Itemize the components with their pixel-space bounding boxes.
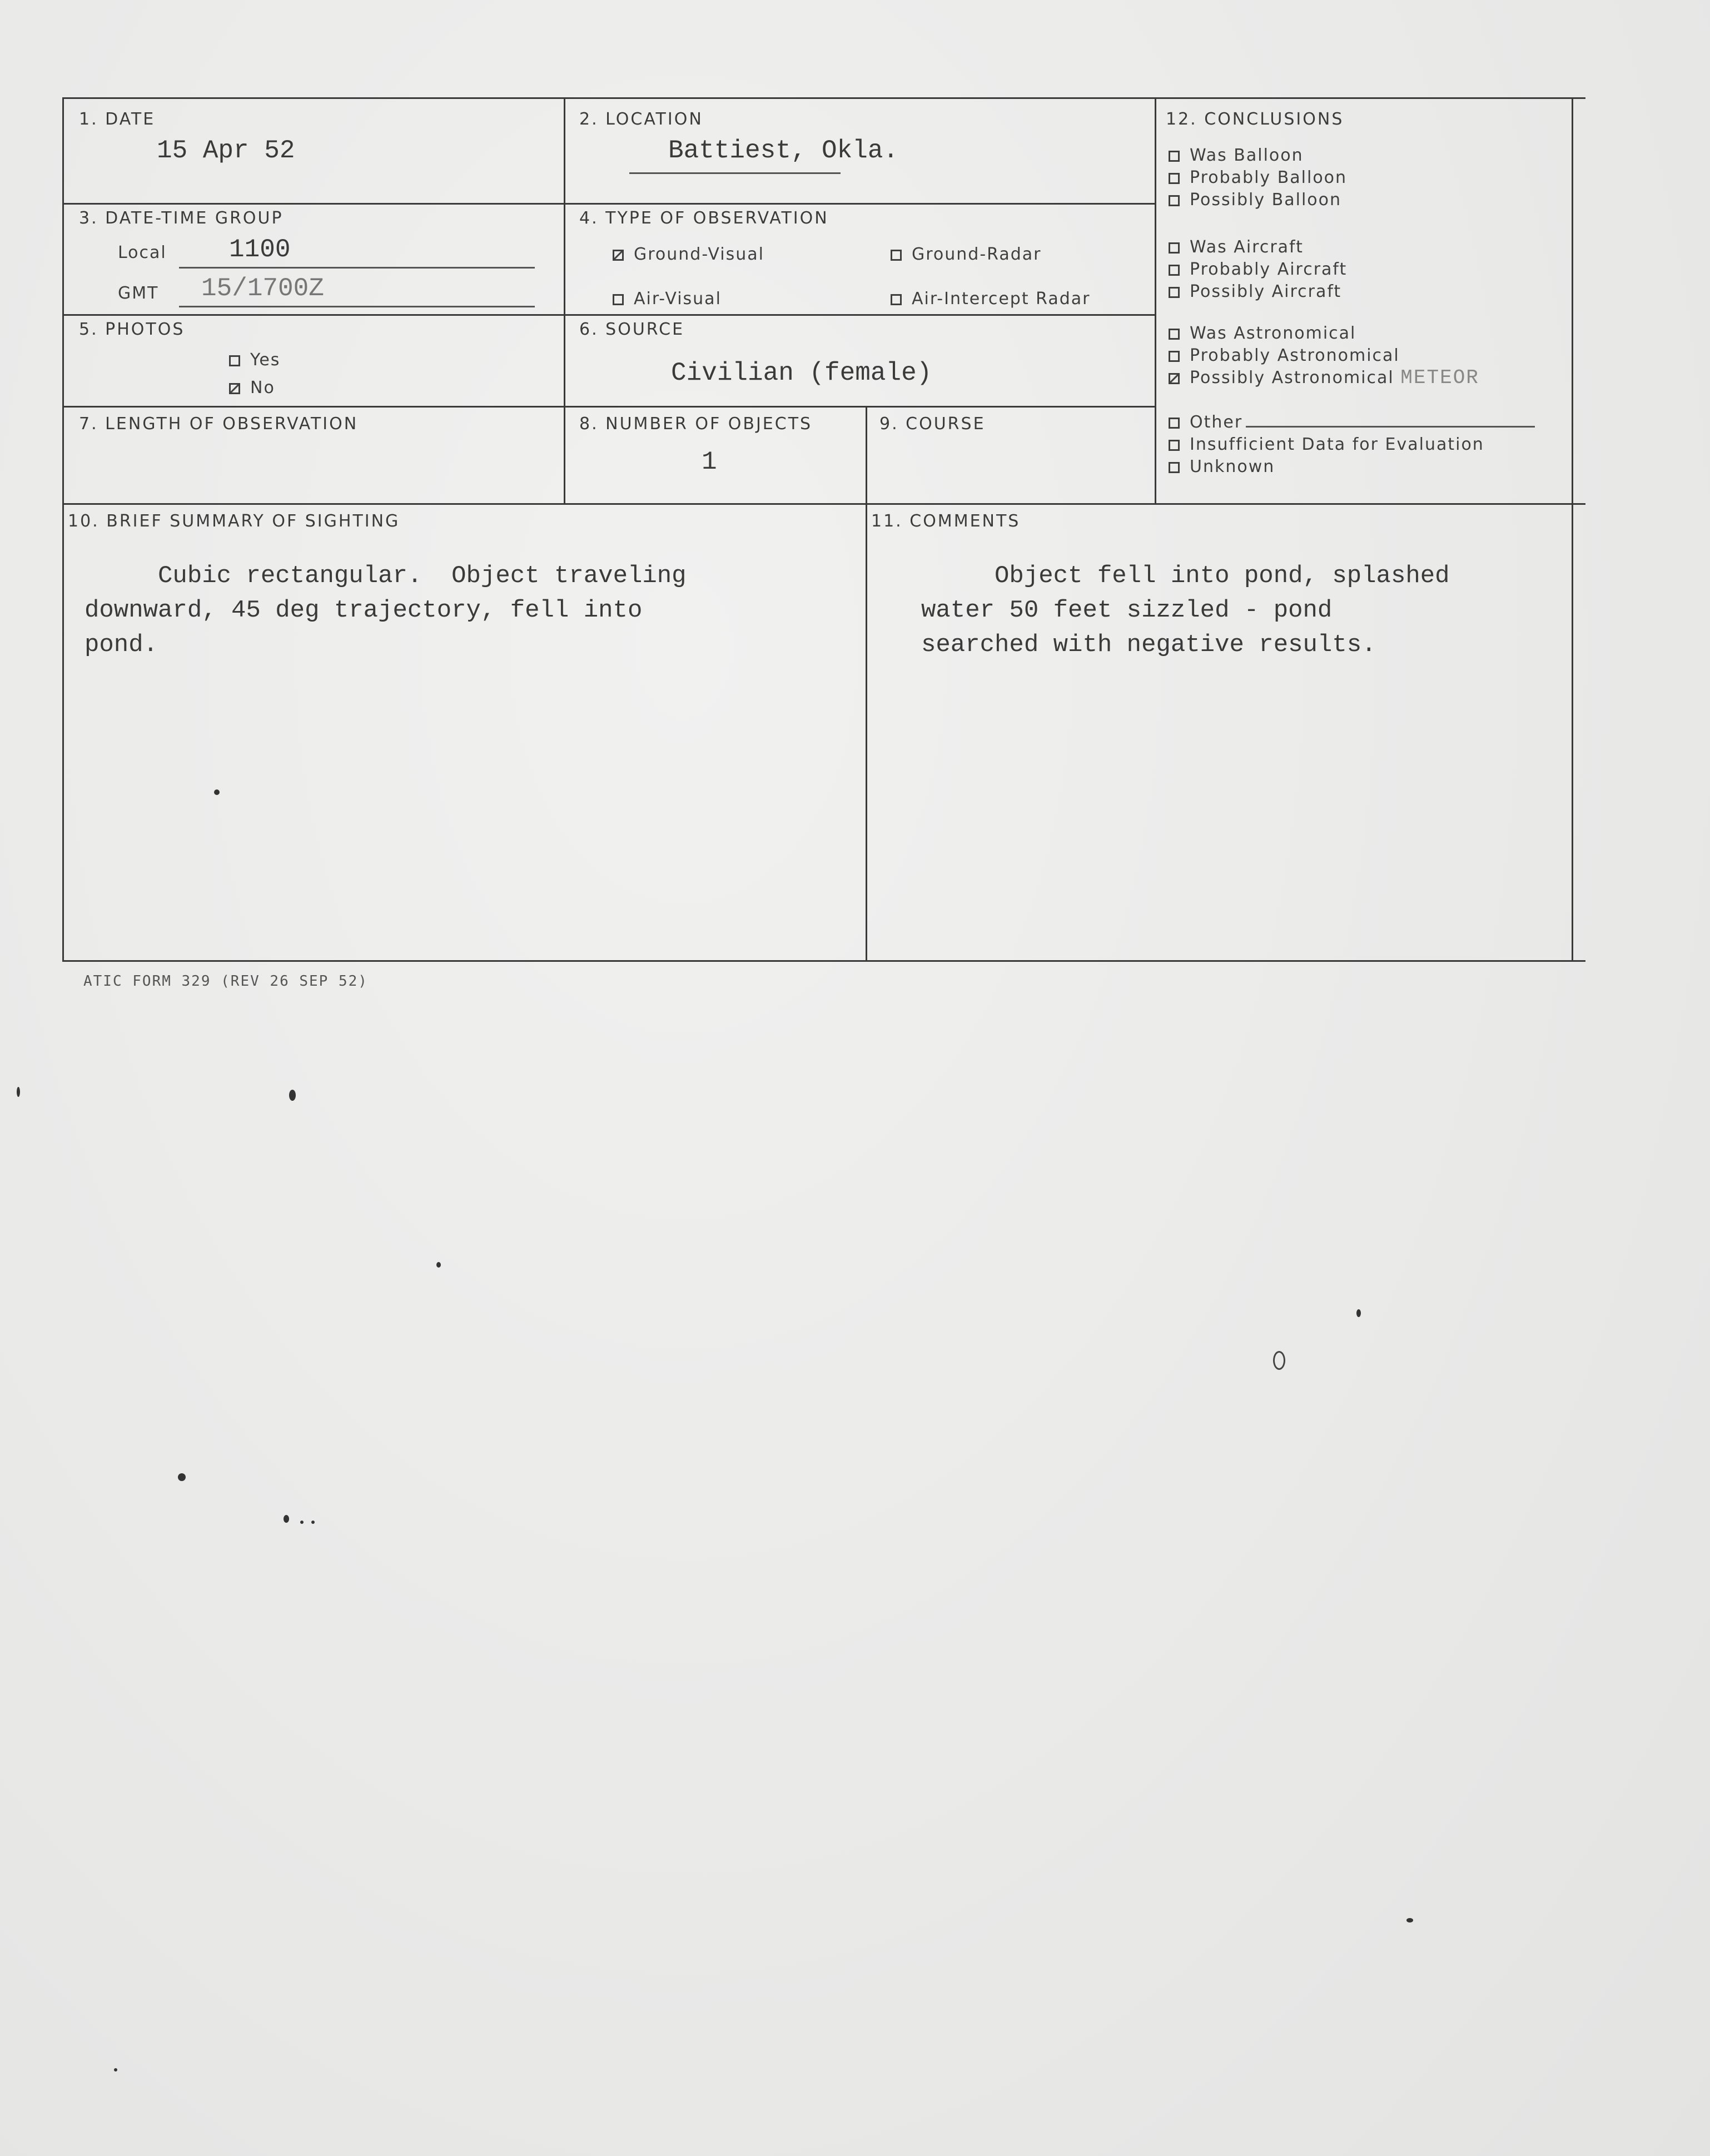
- other-line: [1246, 426, 1535, 428]
- scan-speck: [178, 1473, 186, 1481]
- checkbox-icon: [1169, 242, 1180, 254]
- dtg-local-label: Local: [118, 243, 167, 262]
- scan-speck: [289, 1090, 296, 1101]
- col-divider-8-9: [866, 406, 867, 503]
- conclusion-insufficient-data: Insufficient Data for Evaluation: [1169, 434, 1535, 456]
- date-value: 15 Apr 52: [157, 136, 295, 165]
- dtg-gmt-value: 15/1700Z: [201, 274, 324, 303]
- dtg-label: 3. DATE-TIME GROUP: [79, 208, 284, 228]
- checkbox-icon: [229, 383, 240, 394]
- summary-label: 10. BRIEF SUMMARY OF SIGHTING: [68, 511, 400, 531]
- source-label: 6. SOURCE: [579, 320, 685, 339]
- checkbox-icon: [1169, 351, 1180, 362]
- atic-form: [62, 97, 1585, 962]
- scan-speck: [214, 789, 220, 795]
- checkbox-icon: [1169, 151, 1180, 162]
- row-divider-4: [62, 503, 1585, 505]
- location-label: 2. LOCATION: [579, 110, 703, 129]
- conclusions-label: 12. CONCLUSIONS: [1166, 110, 1344, 129]
- conclusions-group-astronomical: [1169, 322, 1479, 389]
- form-bottom-border: [62, 960, 1585, 962]
- conclusion-possibly-aircraft: Possibly Aircraft: [1169, 281, 1347, 303]
- obs-option-air-visual: Air-Visual: [613, 289, 722, 309]
- checkbox-icon: [229, 355, 240, 366]
- conclusion-note: METEOR: [1400, 366, 1479, 389]
- photos-option-no: No: [229, 378, 275, 398]
- scan-speck: [1356, 1309, 1361, 1317]
- dtg-local-line: [179, 267, 535, 269]
- checkbox-icon: [1169, 462, 1180, 473]
- scan-speck: [284, 1515, 289, 1523]
- number-of-objects-label: 8. NUMBER OF OBJECTS: [579, 414, 813, 434]
- checkbox-icon: [1169, 418, 1180, 429]
- conclusion-probably-aircraft: Probably Aircraft: [1169, 259, 1347, 281]
- source-value: Civilian (female): [671, 359, 932, 388]
- location-value: Battiest, Okla.: [668, 136, 899, 165]
- dtg-gmt-line: [179, 306, 535, 307]
- scan-speck: [300, 1521, 304, 1524]
- course-label: 9. COURSE: [879, 414, 986, 434]
- checkbox-icon: [891, 250, 902, 261]
- location-underline: [629, 172, 841, 174]
- conclusion-unknown: Unknown: [1169, 456, 1535, 478]
- photos-option-yes: Yes: [229, 350, 280, 370]
- scan-speck: [311, 1521, 315, 1524]
- checkbox-icon: [1169, 173, 1180, 184]
- conclusion-possibly-balloon: Possibly Balloon: [1169, 189, 1347, 211]
- checkbox-icon: [1169, 329, 1180, 340]
- row-divider-1: [62, 203, 1155, 205]
- scan-speck: [1273, 1351, 1285, 1370]
- conclusions-group-aircraft: [1169, 236, 1347, 303]
- checkbox-icon: [613, 294, 624, 305]
- row-divider-2: [62, 314, 1155, 316]
- obs-option-ground-radar: Ground-Radar: [891, 245, 1042, 264]
- col-divider-1: [564, 97, 565, 503]
- form-top-border: [62, 97, 1585, 99]
- conclusion-was-aircraft: Was Aircraft: [1169, 236, 1347, 259]
- checkbox-icon: [1169, 265, 1180, 276]
- checkbox-icon: [1169, 373, 1180, 384]
- scan-speck: [17, 1087, 20, 1097]
- conclusion-possibly-astronomical: Possibly Astronomical METEOR: [1169, 367, 1479, 389]
- conclusions-group-other: [1169, 411, 1535, 478]
- comments-text: Object fell into pond, splashed water 50 feet sizzled - pond searched with negative results.: [921, 562, 1450, 659]
- scan-speck: [1406, 1918, 1413, 1922]
- form-right-border: [1572, 97, 1573, 962]
- obs-option-ground-visual: Ground-Visual: [613, 245, 764, 264]
- scan-speck: [436, 1262, 441, 1268]
- dtg-gmt-label: GMT: [118, 284, 159, 303]
- conclusion-was-astronomical: Was Astronomical: [1169, 322, 1479, 345]
- row-divider-3: [62, 406, 1155, 408]
- length-label: 7. LENGTH OF OBSERVATION: [79, 414, 359, 434]
- conclusion-probably-astronomical: Probably Astronomical: [1169, 345, 1479, 367]
- date-label: 1. DATE: [79, 110, 156, 129]
- checkbox-icon: [613, 250, 624, 261]
- scan-speck: [114, 2068, 117, 2071]
- dtg-local-value: 1100: [229, 235, 291, 264]
- obs-option-air-intercept-radar: Air-Intercept Radar: [891, 289, 1090, 309]
- checkbox-icon: [891, 294, 902, 305]
- form-number-footer: ATIC FORM 329 (REV 26 SEP 52): [83, 973, 368, 990]
- observation-type-label: 4. TYPE OF OBSERVATION: [579, 208, 829, 228]
- col-divider-2: [1155, 97, 1156, 503]
- checkbox-icon: [1169, 287, 1180, 298]
- number-of-objects-value: 1: [702, 448, 717, 476]
- form-left-border: [62, 97, 64, 962]
- photos-label: 5. PHOTOS: [79, 320, 185, 339]
- conclusion-was-balloon: Was Balloon: [1169, 145, 1347, 167]
- conclusion-other: Other: [1169, 411, 1535, 434]
- summary-text: Cubic rectangular. Object traveling downward, 45 deg trajectory, fell into pond.: [84, 562, 687, 659]
- comments-label: 11. COMMENTS: [871, 511, 1021, 531]
- conclusion-probably-balloon: Probably Balloon: [1169, 167, 1347, 189]
- checkbox-icon: [1169, 440, 1180, 451]
- checkbox-icon: [1169, 195, 1180, 206]
- conclusions-group-balloon: [1169, 145, 1347, 211]
